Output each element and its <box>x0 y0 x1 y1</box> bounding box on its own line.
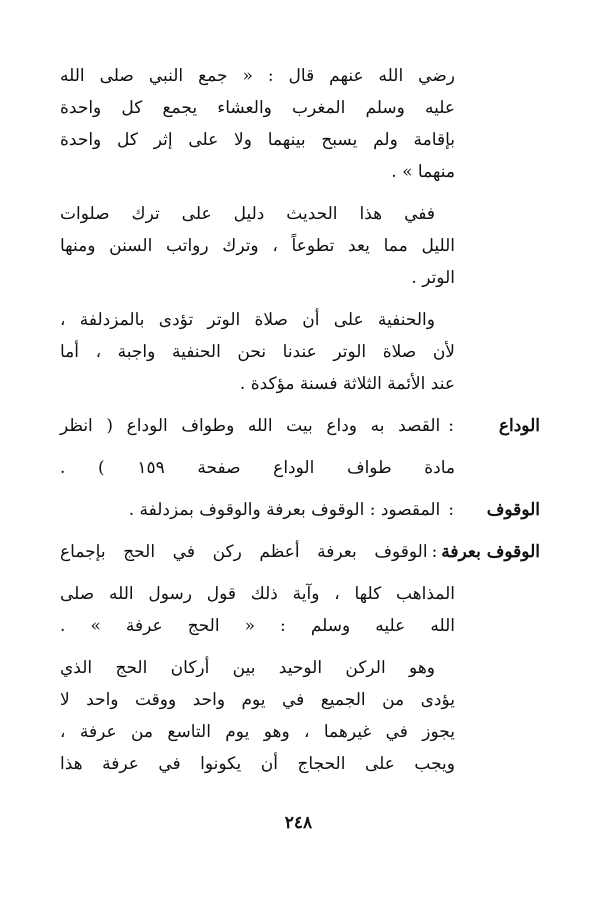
page-number: ٢٤٨ <box>284 813 313 833</box>
entry-definition-line: مادة طواف الوداع صفحة ١٥٩ ) . <box>60 458 456 478</box>
entry-definition-line: الله عليه وسلم : « الحج عرفة » . <box>60 616 455 636</box>
paragraph-arafa-pillar <box>60 652 455 780</box>
text-line: يؤدى من الجميع في يوم واحد ووقت واحد لا <box>60 690 455 710</box>
entry-term: الوقوف <box>486 500 540 520</box>
entry-wada <box>60 410 540 484</box>
page-body <box>60 60 540 790</box>
paragraph-hadith-quote <box>60 60 455 188</box>
text-line: الليل مما يعد تطوعاً ، وترك رواتب السنن ومنها <box>60 236 455 256</box>
text-line: وهو الركن الوحيد بين أركان الحج الذي <box>60 658 435 678</box>
paragraph-hanafi-witr <box>60 304 455 400</box>
text-line: الوتر . <box>411 268 455 288</box>
text-line: والحنفية على أن صلاة الوتر تؤدى بالمزدلفة ، <box>60 310 435 330</box>
entry-term: الوقوف بعرفة <box>441 542 540 562</box>
entry-separator: : <box>431 542 438 562</box>
entry-separator: : <box>448 500 454 520</box>
entry-separator: : <box>448 416 454 436</box>
entry-definition-line: المذاهب كلها ، وآية ذلك قول رسول الله صلى <box>60 584 455 604</box>
text-line: منهما » . <box>391 162 455 182</box>
entry-definition-line: المقصود : الوقوف بعرفة والوقوف بمزدلفة . <box>128 500 441 520</box>
text-line: ففي هذا الحديث دليل على ترك صلوات <box>60 204 435 224</box>
text-line: ويجب على الحجاج أن يكونوا في عرفة هذا <box>60 754 455 774</box>
entry-definition-line: القصد به وداع بيت الله وطواف الوداع ( انظر <box>60 416 441 436</box>
text-line: عليه وسلم المغرب والعشاء يجمع كل واحدة <box>60 98 455 118</box>
text-line: يجوز في غيرهما ، وهو يوم التاسع من عرفة ، <box>60 722 455 742</box>
paragraph-evidence <box>60 198 455 294</box>
text-line: عند الأئمة الثلاثة فسنة مؤكدة . <box>239 374 455 394</box>
text-line: رضي الله عنهم قال : « جمع النبي صلى الله <box>60 66 455 86</box>
entry-definition-line: الوقوف بعرفة أعظم ركن في الحج بإجماع <box>60 542 428 562</box>
text-line: بإقامة ولم يسبح بينهما ولا على إثر كل واحدة <box>60 130 455 150</box>
text-line: لأن صلاة الوتر عندنا نحن الحنفية واجبة ، أما <box>60 342 455 362</box>
entry-term: الوداع <box>498 416 540 436</box>
entry-wuquf-arafa <box>60 536 540 642</box>
entry-wuquf <box>60 494 540 526</box>
